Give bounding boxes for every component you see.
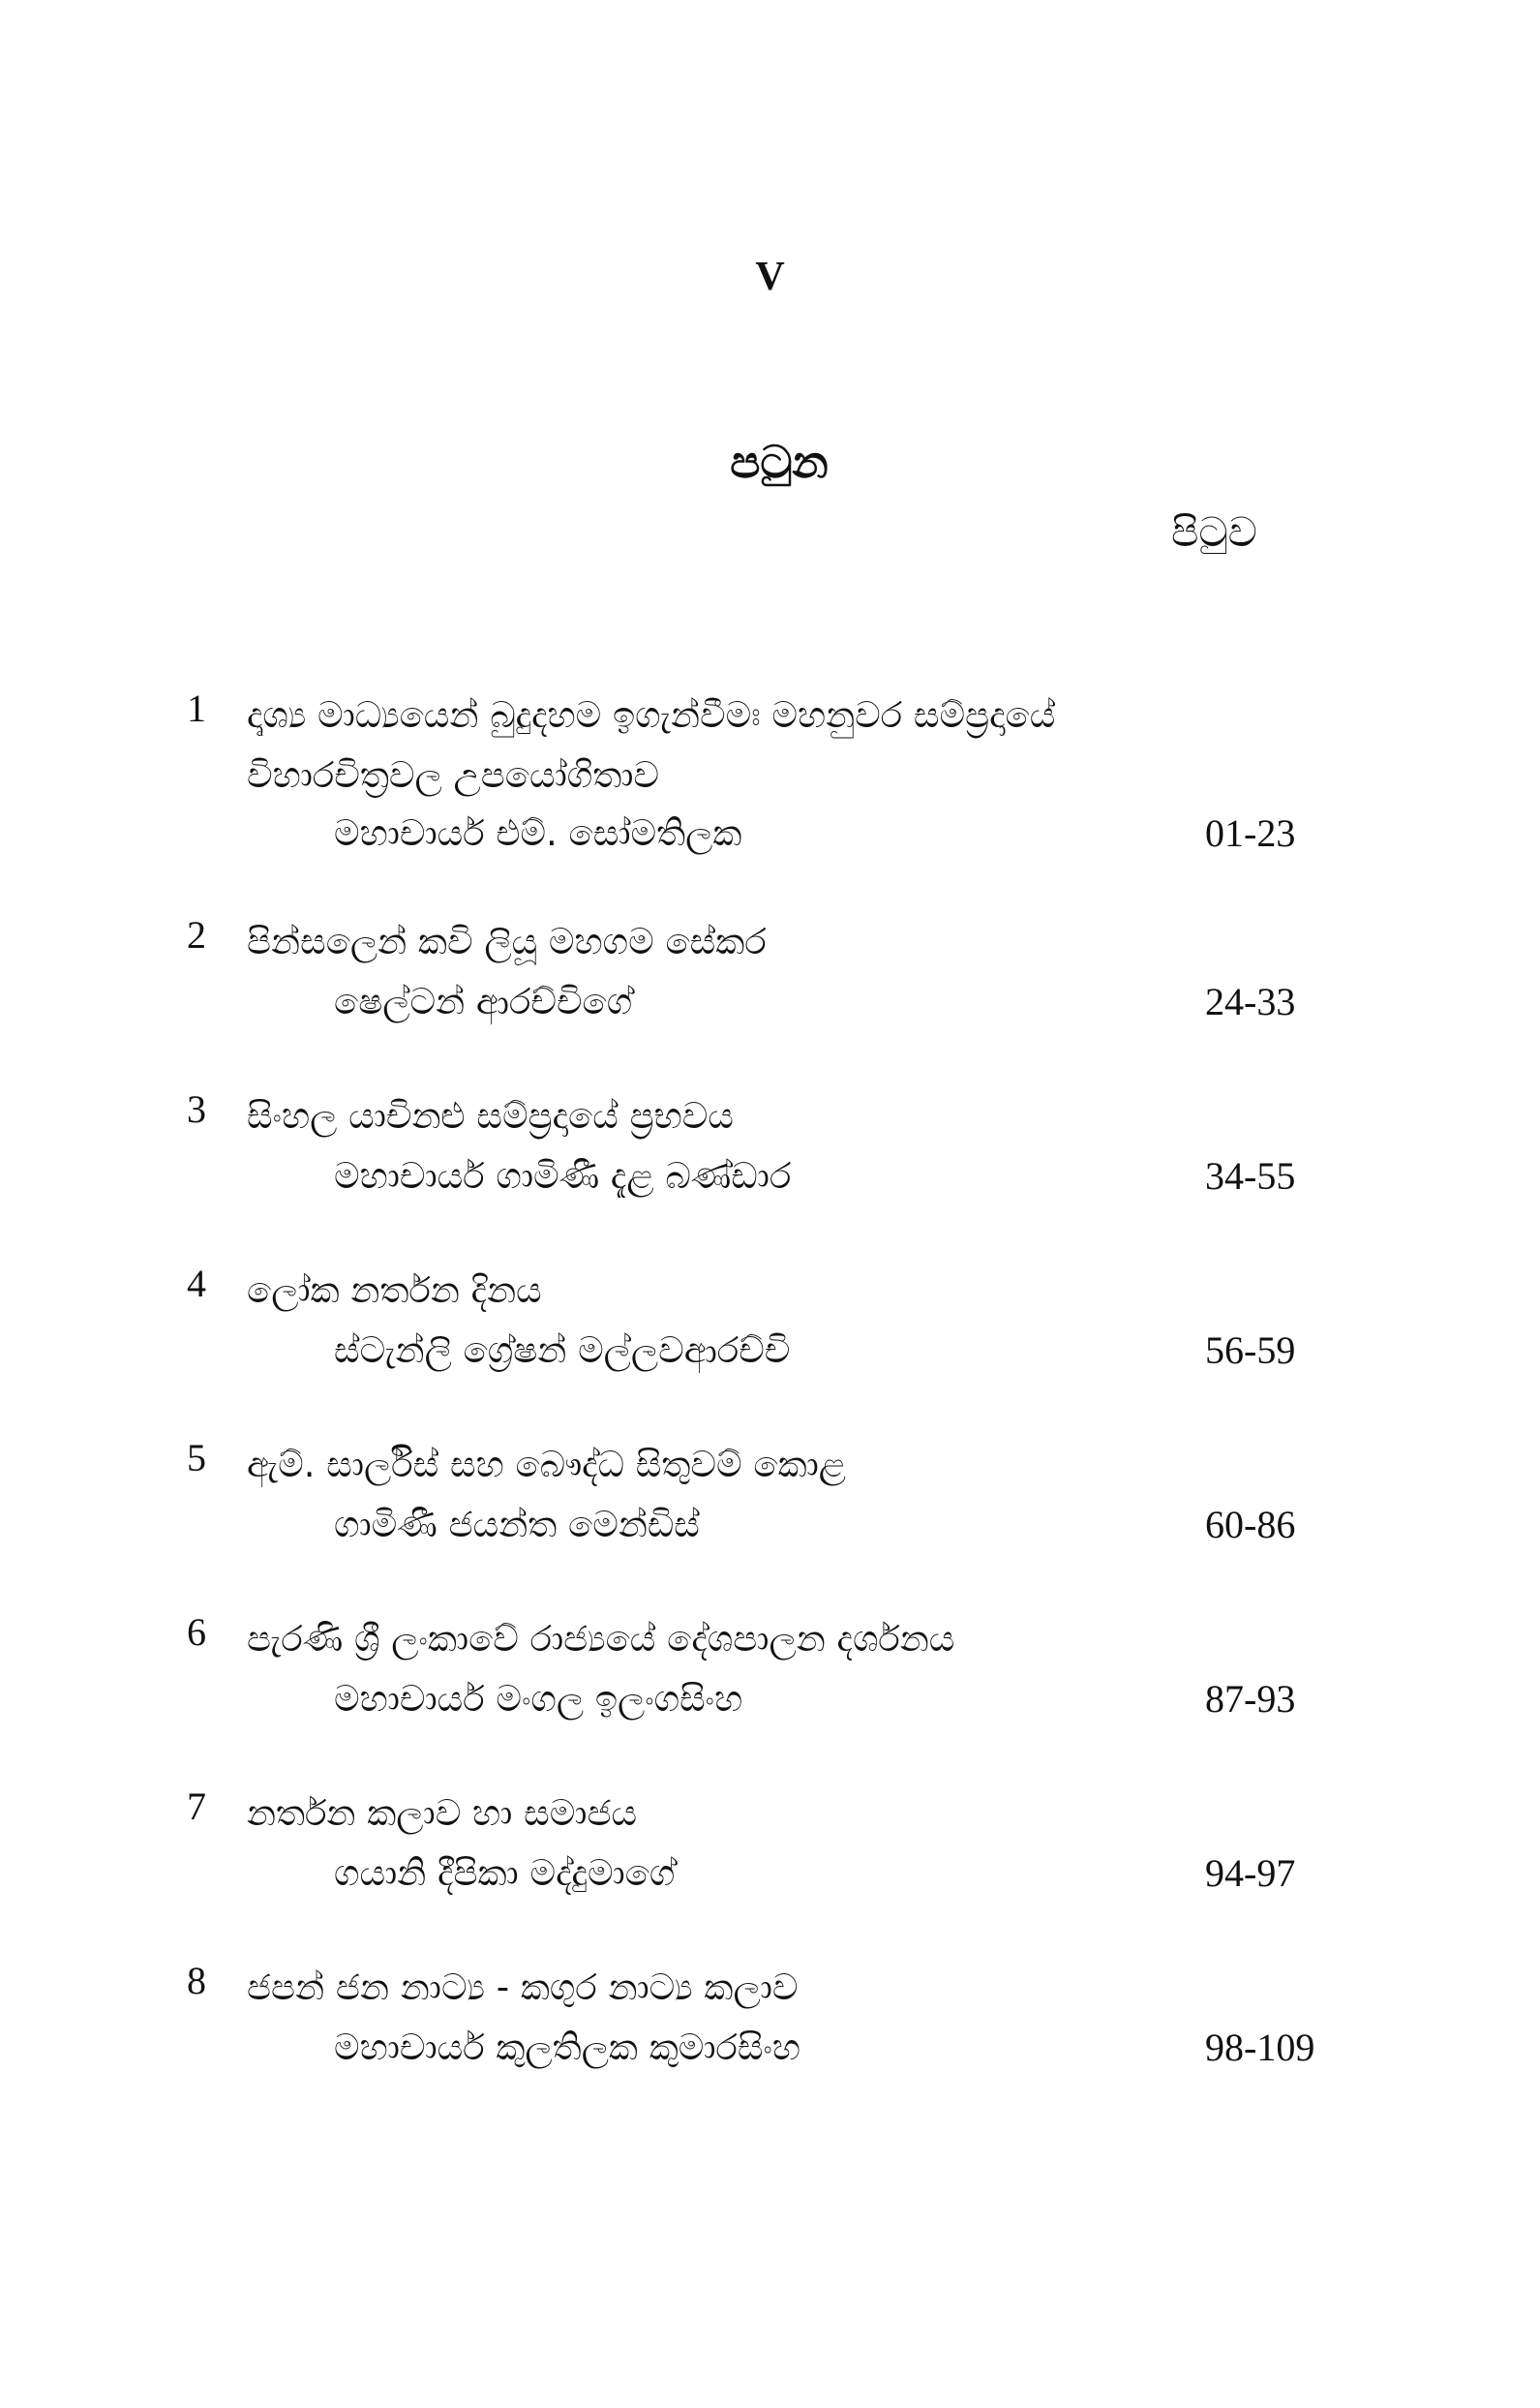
entry-author: මහාචාර්ය මංගල ඉලංගසිංහ: [334, 1678, 743, 1720]
entry-title: සිංහල යාචිනළු සම්ප්‍රදායේ ප්‍රභවය: [247, 1095, 734, 1137]
entry-title: පින්සලෙන් කවි ලියූ මහගම සේකර: [247, 921, 767, 962]
toc-entry-1: [0, 686, 1540, 855]
toc-entry-7: [0, 1783, 1540, 1948]
entry-author: ෂෙල්ටන් ආරච්චිගේ: [334, 981, 633, 1022]
entry-title: ලෝක නර්තන දිනය: [247, 1269, 542, 1311]
entry-author: මහාචාර්ය එම්. සෝමතිලක: [334, 812, 742, 854]
entry-number: 7: [187, 1784, 206, 1828]
entry-number: 3: [187, 1087, 206, 1131]
toc-entry-4: [0, 1261, 1540, 1425]
entry-author: ගාමිණී ජයන්ත මෙන්ඩිස්: [334, 1504, 700, 1545]
entry-author: මහාචාර්ය කුලතිලක කුමාරසිංහ: [334, 2027, 801, 2068]
entry-pages: 94-97: [1205, 1851, 1296, 1895]
entry-pages: 60-86: [1205, 1503, 1296, 1546]
entry-pages: 24-33: [1205, 980, 1296, 1023]
entry-pages: 34-55: [1205, 1154, 1296, 1198]
toc-entry-5: [0, 1435, 1540, 1600]
toc-entry-8: [0, 1958, 1540, 2122]
entry-number: 2: [187, 913, 206, 957]
entry-pages: 56-59: [1205, 1328, 1296, 1372]
entry-title: නර්තන කලාව හා සමාජය: [247, 1792, 638, 1834]
entry-number: 6: [187, 1610, 206, 1654]
entry-title: ඇම්. සාර්ලිස් සහ බෞද්ධ සිතුවම් කොළ: [247, 1444, 847, 1485]
entry-number: 4: [187, 1262, 206, 1305]
entry-pages: 01-23: [1205, 811, 1296, 855]
entry-title: දෘශ්‍ය මාධ්‍යයෙන් බුදුදහම ඉගැන්වීමඃ මහනුවර සම්ප්‍රදායේ විහාරචිත්‍රවල උපයෝගිතාව: [247, 694, 1056, 796]
toc-title: පටුන: [730, 436, 829, 488]
toc-entry-3: [0, 1086, 1540, 1251]
page-column-header: පිටුව: [1171, 508, 1257, 556]
entry-author: ගයානි දීපිකා මද්දුමාගේ: [334, 1852, 676, 1894]
entry-number: 8: [187, 1959, 206, 2002]
entry-title: පැරණි ශ්‍රී ලංකාවේ රාජ්‍යයේ දේශපාලන දර්ශනය: [247, 1618, 955, 1660]
entry-pages: 98-109: [1205, 2026, 1315, 2069]
page-number: V: [755, 255, 785, 299]
entry-title: ජපන් ජන නාට්‍ය - කගුර නාට්‍ය කලාව: [247, 1966, 799, 2008]
entry-author: මහාචාර්ය ගාමිණී දැළ බණ්ඩාර: [334, 1155, 792, 1197]
entry-author: ස්ටැන්ලි ග්‍රේෂන් මල්ලවආරච්චි: [334, 1329, 791, 1371]
entry-number: 1: [187, 686, 206, 730]
toc-entry-2: [0, 912, 1540, 1077]
entry-number: 5: [187, 1436, 206, 1479]
entry-pages: 87-93: [1205, 1677, 1296, 1721]
toc-entry-6: [0, 1609, 1540, 1774]
